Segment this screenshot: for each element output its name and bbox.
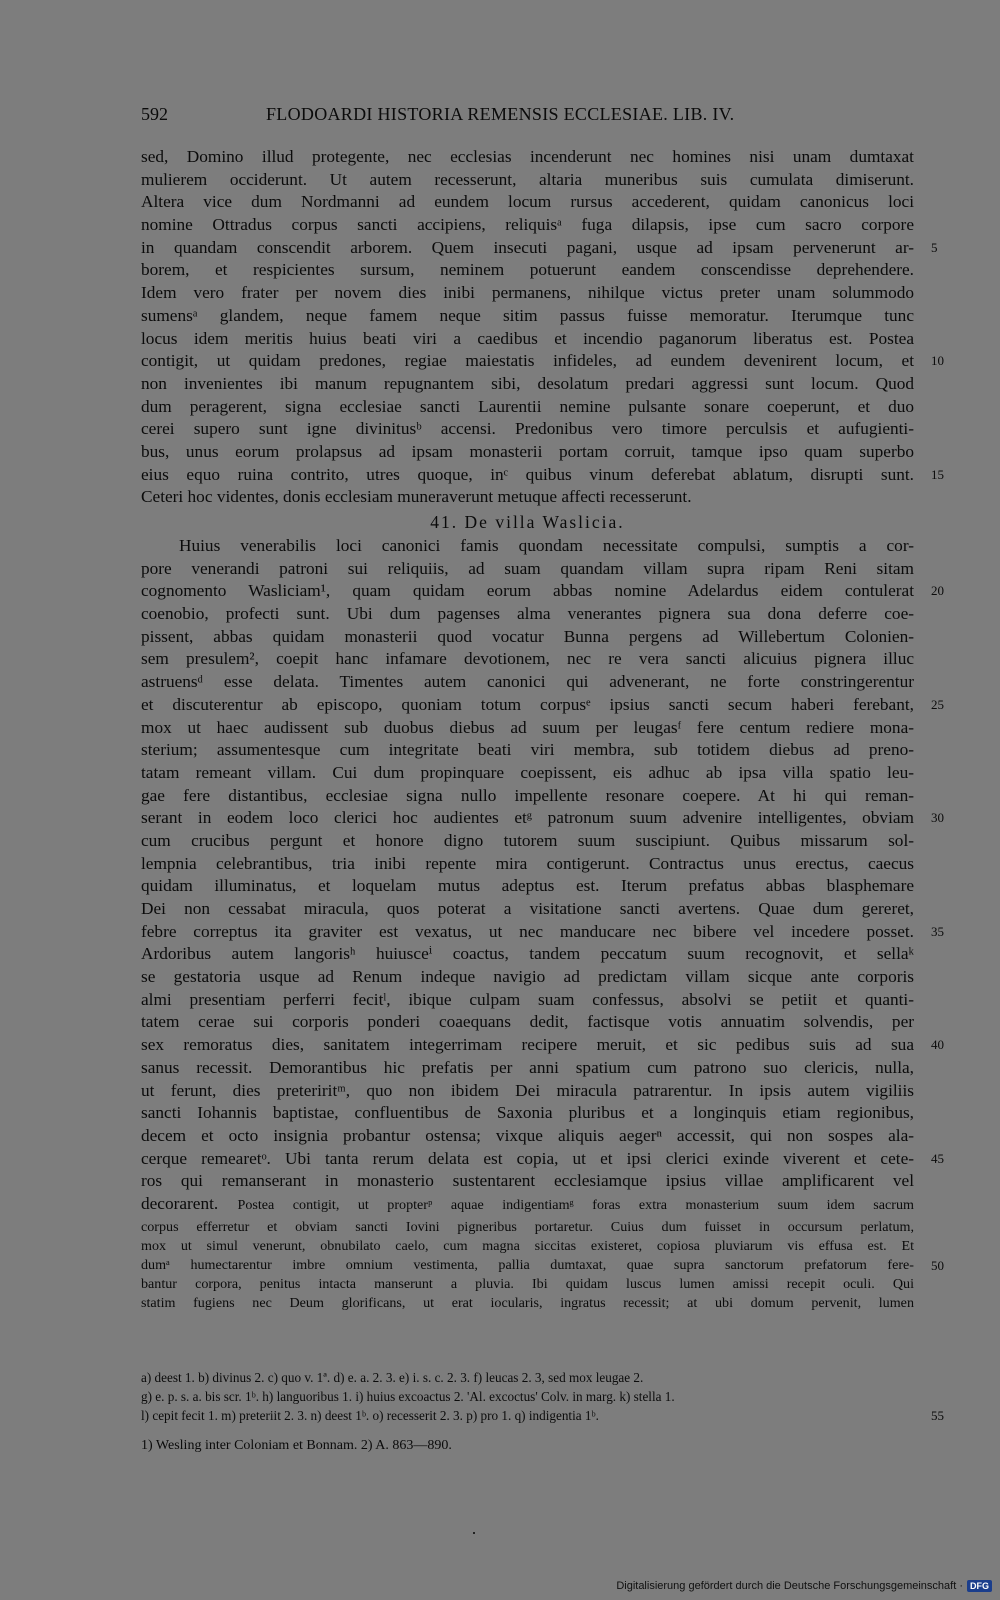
line-text: sem presulem², coepit hanc infamare devotionem, nec re vera sancti alicuius pignera illuc	[141, 649, 914, 669]
text-line	[141, 943, 914, 966]
main-text	[141, 146, 944, 1313]
line-text: bantur corpora, penitus intacta manserunt a pluvia. Ibi quidam luscus lumen amissi recepit oculi. Qui	[141, 1275, 914, 1292]
line-text: pore venerandi patroni sui reliquiis, ad suam quandam villam supra ripam Reni sitam	[141, 558, 914, 578]
line-text: se gestatoria usque ad Renum indeque navigio ad predictam villam sicque ante corporis	[141, 967, 914, 987]
text-line	[141, 648, 914, 671]
text-line	[141, 1148, 944, 1171]
text-line	[141, 146, 914, 169]
line-text: sanus recessit. Demorantibus hic prefatis per anni spatium cum patrono suo clericis, nulla,	[141, 1057, 914, 1077]
line-text: Ardoribus autem langorisʰ huiusceⁱ coactus, tandem peccatum suum recognovit, et sellaᵏ	[141, 944, 914, 964]
line-number: 25	[931, 696, 944, 712]
line-text: et discuterentur ab episcopo, quoniam totum corpusᵉ ipsius sancti secum haberi ferebant,	[141, 694, 914, 714]
running-title: FLODOARDI HISTORIA REMENSIS ECCLESIAE. LIB. IV.	[266, 104, 735, 124]
text-line	[141, 282, 914, 305]
line-text: pissent, abbas quidam monasterii quod vocatur Bunna pergens ad Willebertum Colonien-	[141, 626, 914, 646]
text-line	[141, 1406, 944, 1425]
text-line	[141, 1057, 914, 1080]
line-text: ut ferunt, dies preteriritᵐ, quo non ibidem Dei miracula patrarentur. In ipsis autem vigiliis	[141, 1080, 914, 1100]
dfg-logo: DFG	[967, 1580, 992, 1592]
text-line	[141, 396, 914, 419]
page-number: 592	[141, 104, 168, 124]
line-text: lempnia celebrantibus, tria inibi repente mira contigerunt. Contractus unus erectus, caecus	[141, 853, 914, 873]
line-text: Altera vice dum Nordmanni ad eundem locum rursus accederent, quidam canonicus loci	[141, 192, 914, 212]
line-text: contigit, ut quidam predones, regiae maiestatis infideles, ad eundem devenirent locum, et	[141, 351, 914, 371]
text-line	[141, 373, 914, 396]
line-text: mox ut haec audissent sub duobus diebus ad suum per leugasᶠ fere centum rediere mona-	[141, 717, 914, 737]
text-line	[141, 1237, 914, 1256]
text-line	[141, 169, 914, 192]
line-text: l) cepit fecit 1. m) preteriit 2. 3. n) deest 1ᵇ. o) recesserit 2. 3. p) pro 1. q) indigentia 1ᵇ.	[141, 1408, 599, 1423]
digitization-credit	[616, 1580, 992, 1592]
line-number: 5	[931, 239, 938, 255]
line-text: eius equo ruina contrito, utres quoque, inᶜ quibus vinum deferebat ablatum, disrupti sunt.	[141, 464, 914, 484]
line-text: tatam remeant villam. Cui dum propinquare coepissent, eis adhuc ab ipsa villa spatio leu-	[141, 762, 914, 782]
line-text: sancti Iohannis baptistae, confluentibus de Saxonia pluribus et a longinquis etiam regionibus,	[141, 1103, 914, 1123]
line-text: mox ut simul venerunt, obnubilato caelo, cum magna siccitas existeret, copiosa pluviarum vis effusa est. Et	[141, 1237, 914, 1254]
text-line	[141, 1034, 944, 1057]
text-line	[141, 626, 914, 649]
line-text: quidam illuminatus, et loquelam mutus adeptus est. Iterum prefatus abbas blasphemare	[141, 876, 914, 896]
footnotes: 1) Wesling inter Coloniam et Bonnam. 2) A. 863—890.	[141, 1438, 452, 1453]
text-line	[141, 875, 914, 898]
text-line	[141, 853, 914, 876]
line-text: Dei non cessabat miracula, quos poterat a visitatione sancti avertens. Quae dum gereret,	[141, 899, 914, 918]
text-line	[141, 1368, 914, 1387]
text-line	[141, 762, 914, 785]
line-text: dumᵃ humectarentur imbre omnium vestimenta, pallia dumtaxat, quae supra sanctorum prefatorum fere-	[141, 1256, 914, 1273]
line-text: non invenientes ibi manum repugnantem sibi, desolatum predari aggressi sunt locum. Quod	[141, 373, 914, 393]
line-number: 45	[931, 1150, 944, 1166]
text-line	[141, 259, 914, 282]
line-text: Idem vero frater per novem dies inibi permanens, nihilque victus preter unam solummodo	[141, 283, 914, 303]
line-text: nomine Ottradus corpus sancti accipiens, reliquisᵃ fuga dilapsis, ipse cum sacro corpore	[141, 215, 914, 235]
line-text: cerei supero sunt igne divinitusᵇ accensi. Predonibus vero timore perculsis et aufugienti-	[141, 419, 914, 439]
text-line	[141, 739, 914, 762]
line-text: cum crucibus pergunt et honore digno tutorem suum suscipiunt. Quibus missarum sol-	[141, 830, 914, 850]
text-line	[141, 807, 944, 830]
text-line	[141, 1387, 914, 1406]
text-line	[141, 464, 944, 487]
text-line	[141, 671, 914, 694]
text-line	[141, 1125, 914, 1148]
line-text: dum peragerent, signa ecclesiae sancti Laurentii nemine pulsante sonare coeperunt, et duo	[141, 396, 914, 416]
line-text: cognomento Wasliciam¹, quam quidam eorum abbas nomine Adelardus eidem contulerat	[141, 581, 914, 601]
line-text: locus idem meritis huius beati viri a caedibus et incendio paganorum liberatus est. Postea	[141, 328, 914, 348]
line-text: borem, et respicientes sursum, neminem potuerunt eandem conscendisse deprehendere.	[141, 260, 914, 280]
line-text: febre correptus ita graviter est vexatus, ut nec manducare nec bibere vel incedere posset.	[141, 921, 914, 941]
line-text: mulierem occiderunt. Ut autem recesserunt, altaria muneribus suis cumulata dimiserunt.	[141, 169, 914, 189]
line-text: ros qui remanserant in monasterio sustentarent ecclesiamque ipsius villae amplificarent vel	[141, 1171, 914, 1191]
line-text: decorarent.	[141, 1193, 219, 1213]
text-line	[141, 1294, 914, 1313]
line-text: corpus efferretur et obviam sancti Iovini pigneribus portaretur. Cuius dum fuisset in occursum perlatum,	[141, 1218, 914, 1235]
line-number: 50	[931, 1257, 944, 1273]
text-line	[141, 237, 938, 260]
line-text: astruensᵈ esse delata. Timentes autem canonici qui advenerant, ne forte constringerentur	[141, 672, 914, 692]
text-line	[141, 1218, 914, 1237]
line-text: g) e. p. s. a. bis scr. 1ᵇ. h) languoribus 1. i) huius excoactus 2. 'Al. excoctus' Colv. in marg. k) stella 1.	[141, 1389, 675, 1404]
line-text: coenobio, profecti sunt. Ubi dum pagenses alma venerantes pignera sua dona deferre coe-	[141, 604, 914, 624]
line-text: a) deest 1. b) divinus 2. c) quo v. 1ª. d) e. a. 2. 3. e) i. s. c. 2. 3. f) leucas 2. 3, sed mox leugae 2.	[141, 1370, 644, 1385]
text-line	[141, 486, 914, 509]
text-line	[141, 966, 914, 989]
line-number: 55	[931, 1408, 944, 1423]
line-text: sterium; assumentesque cum integritate beati viri membra, sub totidem diebus ad preno-	[141, 740, 914, 760]
line-text: sumensᵃ glandem, neque famem neque sitim passus fuisse memoratur. Iterumque tunc	[141, 305, 914, 325]
line-text: statim fugiens nec Deum glorificans, ut erat iocularis, ingratus recessit; at ubi domum pervenit, lumen	[141, 1294, 914, 1311]
text-line	[141, 1102, 914, 1125]
text-line	[141, 580, 944, 603]
credit-text: Digitalisierung gefördert durch die Deutsche Forschungsgemeinschaft ·	[616, 1580, 963, 1592]
line-text: decem et octo insignia probantur ostensa; vixque aliquis aegerⁿ accessit, qui non sospes ala-	[141, 1125, 914, 1145]
line-text: serant in eodem loco clerici hoc audientes etᵍ patronum suum advenire intelligentes, obviam	[141, 808, 914, 828]
line-text: cerque remearetᵒ. Ubi tanta rerum delata est copia, ut et ipsi clerici exinde viverent et cete-	[141, 1148, 914, 1168]
line-text: tatem cerae sui corporis ponderi coaequans dedit, factisque votis annuatim solvendis, per	[141, 1012, 914, 1032]
line-text: sed, Domino illud protegente, nec ecclesias incenderunt nec homines nisi unam dumtaxat	[141, 147, 914, 166]
text-line	[141, 535, 914, 558]
text-line	[141, 989, 914, 1012]
line-text: bus, unus eorum prolapsus ad ipsam monasterii portam corruit, tamque ipso quam superbo	[141, 441, 914, 461]
text-line	[141, 921, 944, 944]
line-number: 30	[931, 810, 944, 826]
critical-apparatus	[141, 1368, 944, 1425]
line-number: 40	[931, 1037, 944, 1053]
text-line	[141, 305, 914, 328]
text-line	[141, 350, 944, 373]
text-line	[141, 694, 944, 717]
line-text: in quandam conscendit arborem. Quem insecuti pagani, usque ad ipsam pervenerunt ar-	[141, 237, 914, 257]
line-text: gae fere distantibus, ecclesiae signa nullo impellente resonare coepere. At hi qui reman-	[141, 785, 914, 805]
line-text: Huius venerabilis loci canonici famis quondam necessitate compulsi, sumptis a cor-	[179, 536, 914, 555]
text-line	[141, 1011, 914, 1034]
line-text: almi presentiam perferri fecitˡ, ibique culpam suam confessus, absolvi se petiit et quanti-	[141, 989, 914, 1009]
text-line	[141, 898, 914, 921]
line-number: 20	[931, 583, 944, 599]
text-line	[141, 603, 914, 626]
text-line	[141, 328, 914, 351]
line-number: 10	[931, 353, 944, 369]
text-line	[141, 830, 914, 853]
text-line	[141, 1170, 914, 1193]
small-text: Postea contigit, ut propterᵖ aquae indigentiamᵍ foras extra monasterium suum idem sacrum	[237, 1196, 914, 1213]
line-number: 15	[931, 466, 944, 482]
text-line	[141, 1080, 914, 1103]
text-line	[141, 191, 914, 214]
page-mark	[473, 1532, 475, 1534]
text-line	[141, 785, 914, 808]
mixed-line	[141, 1193, 914, 1216]
text-line	[141, 1256, 944, 1275]
text-line	[141, 214, 914, 237]
text-line	[141, 717, 914, 740]
line-number: 35	[931, 923, 944, 939]
text-line	[141, 1275, 914, 1294]
line-text: Ceteri hoc videntes, donis ecclesiam muneraverunt metuque affecti recesserunt.	[141, 487, 692, 507]
text-line	[141, 418, 914, 441]
line-text: sex remoratus dies, sanitatem integerrimam recipere meruit, et sic pedibus suis ad sua	[141, 1035, 914, 1055]
page-header	[141, 104, 914, 130]
small-print-passage	[141, 1218, 944, 1313]
text-line	[141, 441, 914, 464]
section-heading: 41. De villa Waslicia.	[430, 512, 625, 532]
text-line	[141, 558, 914, 581]
